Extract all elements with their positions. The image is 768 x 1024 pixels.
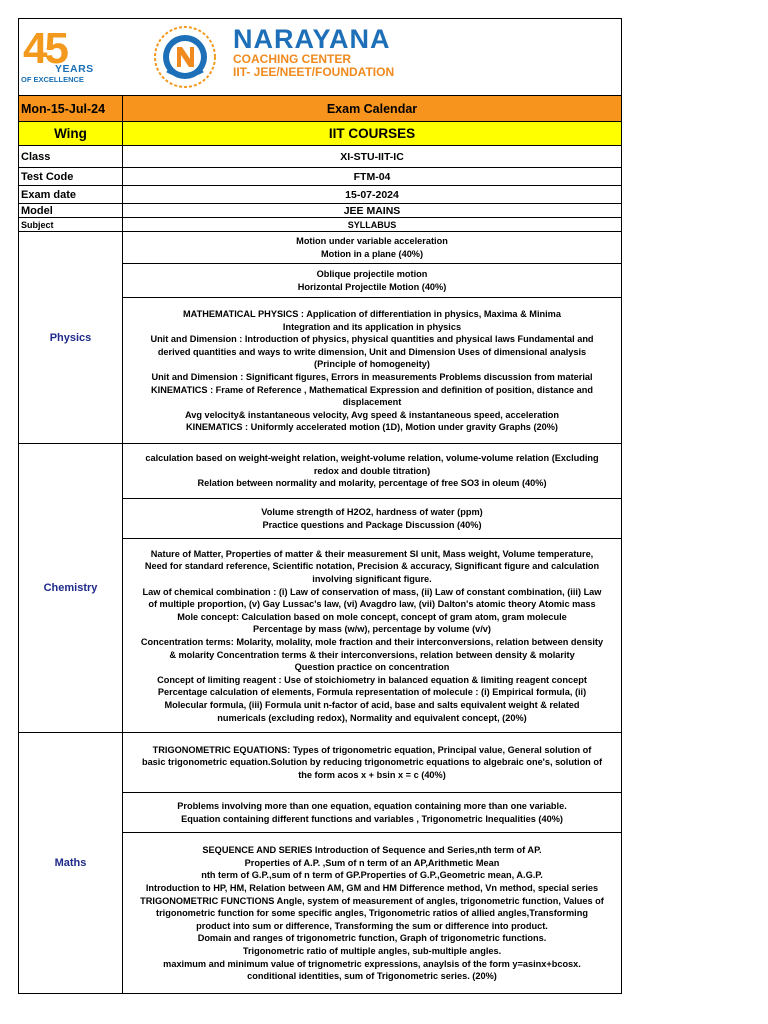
topic-line: KINEMATICS : Uniformly accelerated motion (1D), Motion under gravity Graphs (20%)	[186, 422, 558, 433]
maths-topic-3	[123, 832, 621, 994]
topic-text	[298, 268, 447, 293]
topic-line: Trigonometric ratio of multiple angles, sub-multiple angles.	[242, 945, 502, 956]
wing-label: Wing	[19, 122, 123, 145]
topic-line: Question practice on concentration	[294, 662, 450, 673]
anniversary-number: 45	[23, 24, 66, 73]
topic-line: Mole concept: Calculation based on mole concept, concept of gram atom, gram molecule	[177, 611, 567, 622]
topic-line: displacement	[342, 397, 402, 408]
topic-line: calculation based on weight-weight relation, weight-volume relation, volume-volume relation (Excluding	[145, 453, 599, 464]
physics-topic-2	[123, 263, 621, 297]
exam-date-label: Exam date	[19, 186, 123, 203]
topic-line: Practice questions and Package Discussion (40%)	[262, 519, 482, 530]
topic-line: & molarity Concentration terms & their interconversions, relation between density & molarity	[169, 649, 575, 660]
topic-text	[150, 308, 593, 434]
topic-line: Equation containing different functions and variables , Trigonometric Inequalities (40%)	[181, 813, 563, 824]
test-code-value: FTM-04	[353, 170, 391, 183]
topic-line: Unit and Dimension : Introduction of physics, physical quantities and physical laws Fundamental and	[150, 334, 594, 345]
test-code-label: Test Code	[19, 168, 123, 185]
calendar-title: Exam Calendar	[326, 101, 418, 116]
topic-line: Unit and Dimension : Significant figures, Errors in measurements Problems discussion from material	[151, 372, 593, 382]
topic-line: Motion under variable acceleration	[296, 235, 448, 246]
topic-line: of multiple proportion, (v) Gay Lussac's law, (vi) Avagdro law, (vii) Dalton's atomic theory Atomic mass	[148, 599, 596, 610]
chemistry-topic-2	[123, 498, 621, 538]
topic-line: TRIGONOMETRIC EQUATIONS: Types of trigonometric equation, Principal value, General solution of	[152, 744, 592, 755]
topic-line: involving significant figure.	[312, 574, 432, 585]
brand-line1: COACHING CENTER	[233, 52, 352, 66]
exam-calendar-sheet	[18, 18, 622, 994]
anniversary-word: YEARS	[55, 63, 94, 75]
topic-text	[140, 844, 604, 983]
topic-line: SEQUENCE AND SERIES Introduction of Sequence and Series,nth term of AP.	[202, 845, 542, 856]
test-code-row	[19, 167, 621, 185]
topic-line: Relation between normality and molarity, percentage of free SO3 in oleum (40%)	[197, 478, 547, 489]
topic-line: Properties of A.P. ,Sum of n term of an AP,Arithmetic Mean	[244, 857, 500, 868]
exam-date-row	[19, 185, 621, 203]
model-label: Model	[19, 204, 123, 217]
topic-line: (Principle of homogeneity)	[314, 359, 430, 370]
class-row	[19, 145, 621, 167]
chemistry-block	[19, 443, 621, 732]
topic-line: the form acos x + bsin x = c (40%)	[298, 769, 446, 780]
physics-block	[19, 231, 621, 443]
topic-line: Law of chemical combination : (i) Law of conservation of mass, (ii) Law of constant combination, (iii) Law	[142, 586, 602, 597]
anniversary-logo	[21, 24, 117, 93]
topic-line: Percentage by mass (w/w), percentage by volume (v/v)	[253, 624, 491, 635]
topic-text	[145, 452, 598, 490]
topic-text	[142, 744, 602, 782]
topic-line: KINEMATICS : Frame of Reference , Mathematical Expression and definition of position, distance and	[151, 384, 593, 395]
topic-line: Integration and its application in physics	[282, 321, 462, 332]
brand-line2: IIT- JEE/NEET/FOUNDATION	[233, 65, 395, 79]
topic-line: MATHEMATICAL PHYSICS : Application of differentiation in physics, Maxima & Minima	[183, 309, 561, 320]
topic-text	[177, 800, 567, 825]
wing-row	[19, 121, 621, 145]
topic-line: derived quantities and ways to write dimension, Unit and Dimension Uses of dimensional analysis	[157, 346, 587, 357]
maths-topic-2	[123, 792, 621, 832]
topic-line: numericals (excluding redox), Normality and equivalent concept, (20%)	[217, 712, 527, 723]
topic-line: product into sum or difference, Transforming the sum or difference into product.	[196, 920, 548, 931]
topic-line: Percentage calculation of elements, Formula representation of molecule : (i) Empirical formula, (ii)	[157, 687, 587, 698]
physics-label: Physics	[19, 232, 123, 443]
topic-line: trigonometric function for some specific angles, Trigonometric ratios of allied angles,Transforming	[156, 908, 588, 919]
chemistry-label: Chemistry	[19, 444, 123, 732]
topic-line: conditional identities, sum of Trigonometric series. (20%)	[247, 971, 497, 982]
chemistry-topic-1	[123, 444, 621, 498]
topic-line: Molecular formula, (iii) Formula unit n-factor of acid, base and salts equivalent weight & related	[164, 699, 580, 710]
topic-line: Domain and ranges of trigonometric function, Graph of trigonometric functions.	[197, 933, 547, 944]
topic-line: Concept of limiting reagent : Use of stoichiometry in balanced equation & limiting reagent concept	[157, 674, 587, 685]
topic-line: redox and double titration)	[313, 465, 431, 476]
topic-line: Nature of Matter, Properties of matter & their measurement SI unit, Mass weight, Volume temperature,	[150, 548, 594, 559]
date-row	[19, 95, 621, 121]
topic-text	[296, 235, 448, 260]
subject-value: SYLLABUS	[347, 219, 397, 230]
exam-date-value: 15-07-2024	[345, 188, 399, 201]
date-cell: Mon-15-Jul-24	[19, 96, 123, 121]
physics-topic-1	[123, 232, 621, 263]
chemistry-topic-3	[123, 538, 621, 733]
topic-line: Introduction to HP, HM, Relation between AM, GM and HM Difference method, Vn method, special series	[145, 883, 599, 894]
topic-line: Problems involving more than one equation, equation containing more than one variable.	[177, 800, 567, 811]
topic-line: TRIGONOMETRIC FUNCTIONS Angle, system of measurement of angles, trigonometric function, Values of	[140, 895, 604, 906]
topic-line: maximum and minimum value of trignometric expressions, anaylsis of the form y=asinx+bcosx.	[163, 958, 581, 969]
topic-line: Concentration terms: Molarity, molality, mole fraction and their interconversions, relation between density	[140, 637, 604, 647]
model-value: JEE MAINS	[343, 204, 401, 217]
header	[19, 19, 621, 95]
topic-line: Avg velocity& instantaneous velocity, Avg speed & instantaneous speed, acceleration	[184, 409, 560, 420]
topic-line: Need for standard reference, Scientific notation, Precision & accuracy, Significant figure and calculation	[144, 561, 600, 572]
topic-line: Volume strength of H2O2, hardness of water (ppm)	[261, 506, 483, 517]
maths-block	[19, 732, 621, 993]
subject-label: Subject	[19, 218, 123, 231]
narayana-seal-icon	[153, 25, 217, 89]
topic-line: basic trigonometric equation.Solution by reducing trigonometric equations to algebraic one's, solution of	[141, 757, 603, 768]
topic-line: Horizontal Projectile Motion (40%)	[297, 281, 447, 292]
physics-topic-3	[123, 297, 621, 444]
subject-row	[19, 217, 621, 231]
maths-topic-1	[123, 733, 621, 792]
anniversary-tagline: OF EXCELLENCE	[21, 75, 84, 84]
brand-name: NARAYANA	[233, 24, 391, 54]
topic-line: nth term of G.P.,sum of n term of GP.Properties of G.P.,Geometric mean, A.G.P.	[201, 870, 543, 881]
topic-line: Motion in a plane (40%)	[320, 248, 424, 259]
topic-text	[141, 548, 603, 724]
class-value: XI-STU-IIT-IC	[340, 150, 404, 163]
model-row	[19, 203, 621, 217]
brand-block	[233, 25, 394, 79]
topic-text	[261, 506, 482, 531]
wing-value: IIT COURSES	[328, 126, 416, 141]
maths-label: Maths	[19, 733, 123, 993]
topic-line: Oblique projectile motion	[316, 268, 428, 279]
class-label: Class	[19, 146, 123, 167]
